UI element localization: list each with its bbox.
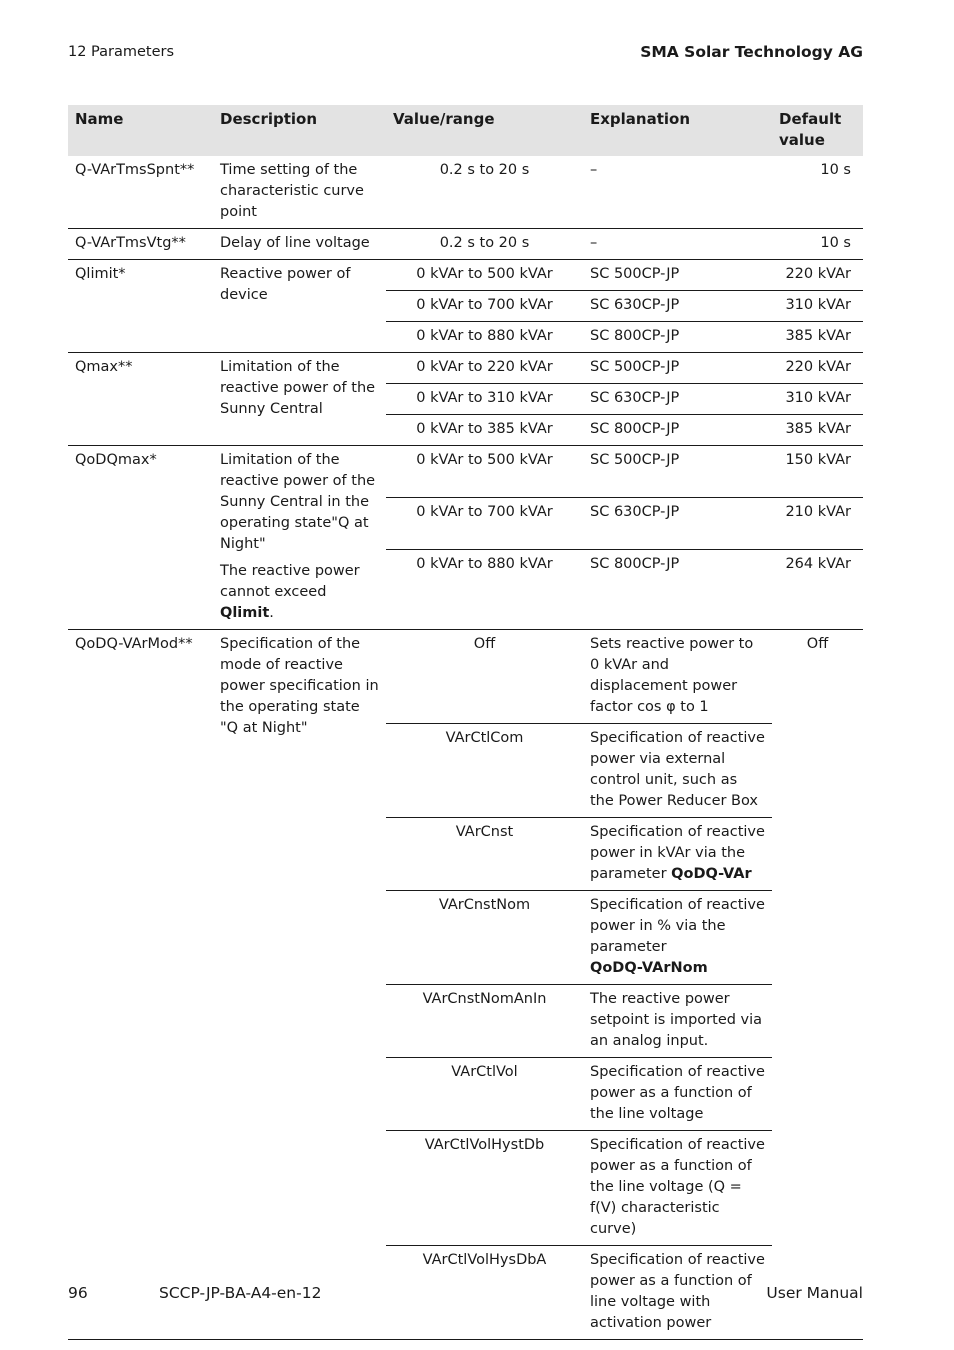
param-value: 0 kVAr to 700 kVAr: [386, 291, 583, 322]
param-description: Reactive power of device: [213, 260, 386, 353]
param-description: [213, 446, 386, 630]
param-explanation: SC 630CP-JP: [583, 291, 772, 322]
param-name: Q-VArTmsSpnt**: [75, 162, 195, 178]
param-explanation: Specification of reactive power via external control unit, such as the Power Reducer Box: [583, 724, 772, 818]
param-note-ref: Qlimit: [220, 605, 270, 621]
param-value: 0 kVAr to 500 kVAr: [386, 260, 583, 291]
param-name: Qlimit*: [68, 260, 213, 353]
header-section: 12 Parameters: [68, 44, 175, 60]
footer-doc-id: SCCP-JP-BA-A4-en-12: [159, 1284, 322, 1302]
param-value: VArCtlVolHystDb: [386, 1131, 583, 1246]
param-explanation: –: [583, 229, 772, 260]
param-name: QoDQmax*: [68, 446, 213, 630]
param-value: 0 kVAr to 385 kVAr: [386, 415, 583, 446]
param-explanation: SC 800CP-JP: [583, 415, 772, 446]
param-name: Q-VArTmsVtg**: [68, 229, 213, 260]
param-explanation: SC 800CP-JP: [583, 322, 772, 353]
param-default: 310 kVAr: [772, 384, 863, 415]
param-default: 220 kVAr: [772, 260, 863, 291]
column-header-default: [772, 105, 863, 156]
param-note-text: The reactive power cannot exceed: [220, 563, 360, 600]
param-value: 0 kVAr to 700 kVAr: [386, 498, 583, 550]
param-explanation: SC 630CP-JP: [583, 498, 772, 550]
table-row: [68, 630, 863, 724]
header-company: SMA Solar Technology AG: [640, 43, 863, 61]
param-explanation: The reactive power setpoint is imported via an analog input.: [583, 985, 772, 1058]
param-value: 0 kVAr to 880 kVAr: [386, 550, 583, 630]
param-value: Off: [386, 630, 583, 724]
param-note: [220, 561, 379, 624]
footer-title: User Manual: [766, 1284, 863, 1302]
column-header-explanation: Explanation: [583, 105, 772, 156]
param-default: Off: [772, 630, 863, 1340]
param-value: 0 kVAr to 500 kVAr: [386, 446, 583, 498]
param-explanation-ref: QoDQ-VArNom: [590, 960, 708, 976]
param-explanation: SC 500CP-JP: [583, 353, 772, 384]
param-default: 10 s: [772, 229, 863, 260]
column-header-description: Description: [213, 105, 386, 156]
param-default: 310 kVAr: [772, 291, 863, 322]
param-explanation: Specification of reactive power as a function of the line voltage (Q = f(V) characteristic curve): [583, 1131, 772, 1246]
table-row: [68, 353, 863, 384]
param-description: Time setting of the characteristic curve point: [220, 162, 364, 220]
param-value: 0.2 s to 20 s: [386, 229, 583, 260]
param-value: 0 kVAr to 880 kVAr: [386, 322, 583, 353]
table-row: [68, 156, 863, 229]
param-name: Qmax**: [68, 353, 213, 446]
param-explanation: –: [590, 162, 598, 178]
param-note-end: .: [269, 605, 274, 621]
param-explanation: SC 800CP-JP: [583, 550, 772, 630]
param-description-text: Specification of the mode of reactive power specification in the operating state: [220, 636, 379, 715]
param-default: 264 kVAr: [772, 550, 863, 630]
param-default: 150 kVAr: [772, 446, 863, 498]
param-explanation: [583, 818, 772, 891]
param-explanation: Specification of reactive power as a function of line voltage with activation power: [583, 1246, 772, 1340]
param-value: VArCtlCom: [386, 724, 583, 818]
param-default: 220 kVAr: [772, 353, 863, 384]
param-value: VArCnstNomAnIn: [386, 985, 583, 1058]
param-description-text: Sunny Central: [220, 401, 323, 417]
param-description-text: "Q at Night": [220, 720, 308, 736]
column-header-name: Name: [68, 105, 213, 156]
param-explanation-ref: QoDQ-VAr: [671, 866, 752, 882]
table-bottom-rule: [68, 1340, 863, 1341]
table-row: [68, 229, 863, 260]
column-header-default-l1: Default: [779, 110, 842, 128]
param-value: 0 kVAr to 310 kVAr: [386, 384, 583, 415]
param-name: QoDQ-VArMod**: [68, 630, 213, 1340]
param-value: 0 kVAr to 220 kVAr: [386, 353, 583, 384]
param-description: [213, 353, 386, 446]
param-explanation: Specification of reactive power as a function of the line voltage: [583, 1058, 772, 1131]
column-header-default-l2: value: [779, 131, 825, 149]
param-description-text: Limitation of the reactive power of the: [220, 359, 376, 396]
param-explanation-text: Specification of reactive power in % via the parameter: [590, 897, 765, 955]
param-value: VArCtlVol: [386, 1058, 583, 1131]
param-explanation: SC 500CP-JP: [583, 446, 772, 498]
param-value: VArCnst: [386, 818, 583, 891]
table-row: [68, 446, 863, 498]
param-explanation: [583, 891, 772, 985]
param-description: Delay of line voltage: [213, 229, 386, 260]
param-default: 10 s: [820, 162, 851, 178]
param-explanation-text: Specification of reactive power in kVAr via the parameter: [590, 824, 765, 882]
param-explanation: SC 630CP-JP: [583, 384, 772, 415]
param-value: VArCnstNom: [386, 891, 583, 985]
param-default: 385 kVAr: [772, 322, 863, 353]
table-header-row: [68, 105, 863, 156]
parameter-table: [68, 105, 863, 1340]
table-row: [68, 260, 863, 291]
param-default: 385 kVAr: [772, 415, 863, 446]
column-header-value: Value/range: [386, 105, 583, 156]
param-default: 210 kVAr: [772, 498, 863, 550]
param-description-text: Limitation of the reactive power of the Sunny Central in the operating state"Q at Night": [220, 452, 376, 552]
param-description: [213, 630, 386, 1340]
param-value: 0.2 s to 20 s: [439, 162, 530, 178]
footer-page-number: 96: [68, 1284, 88, 1302]
param-explanation: Sets reactive power to 0 kVAr and displacement power factor cos φ to 1: [583, 630, 772, 724]
param-explanation: SC 500CP-JP: [583, 260, 772, 291]
param-value: VArCtlVolHysDbA: [386, 1246, 583, 1340]
